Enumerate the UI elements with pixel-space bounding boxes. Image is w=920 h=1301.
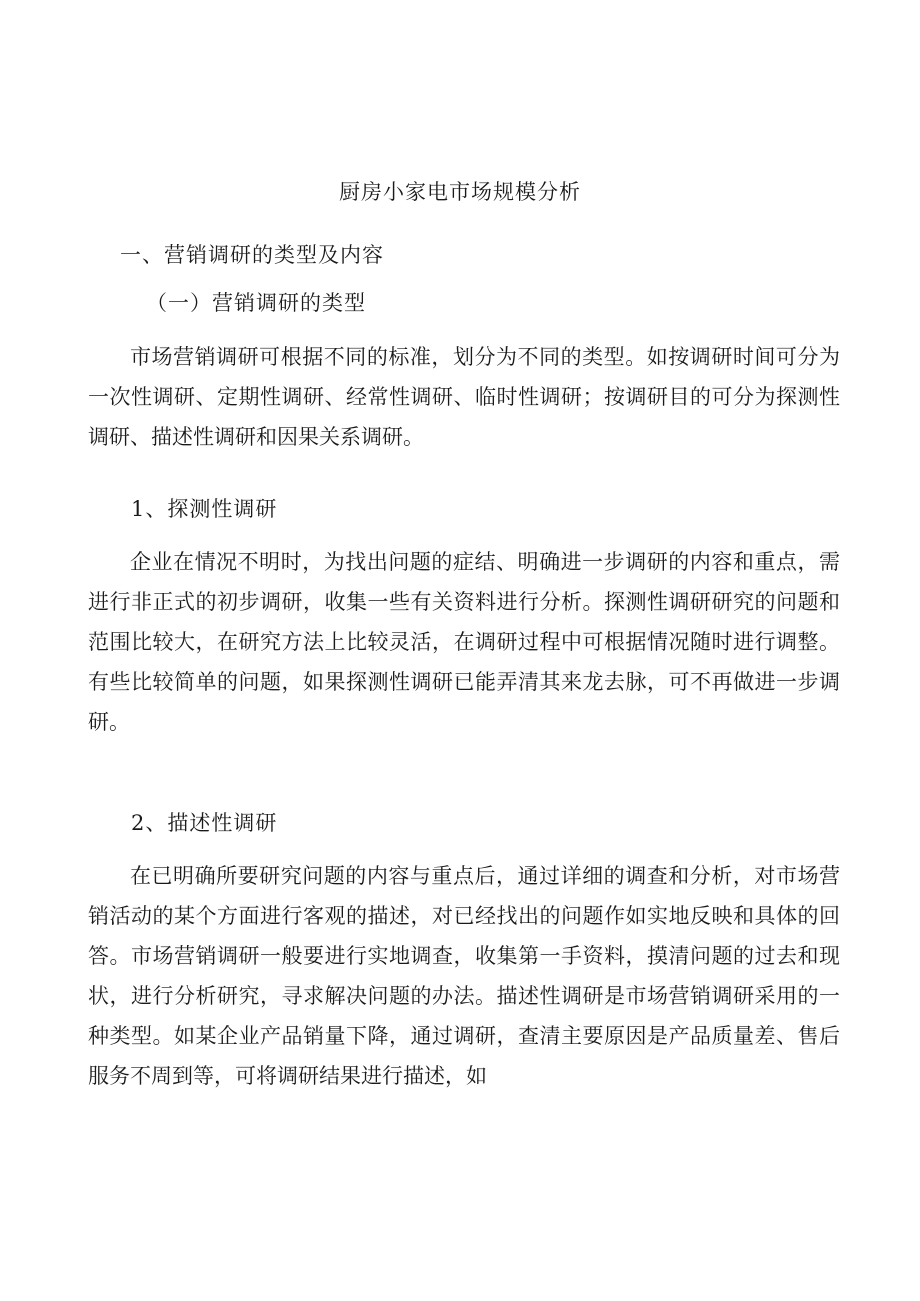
section-heading: 一、营销调研的类型及内容 xyxy=(120,243,384,267)
item1-heading: 1、探测性调研 xyxy=(131,497,278,521)
item2-paragraph: 在已明确所要研究问题的内容与重点后，通过详细的调查和分析，对市场营销活动的某个方面进行客观的描述，对已经找出的问题作如实地反映和具体的回答。市场营销调研一般要进行实地调查，收集第一手资料，摸清问题的过去和现状，进行分析研究，寻求解决问题的办法。描述性调研是市场营销调研采用的一种类型。如某企业产品销量下降，通过调研，查清主要原因是产品质量差、售后服务不周到等，可将调研结果进行描述，如 xyxy=(88,864,840,1088)
subsection-heading: （一）营销调研的类型 xyxy=(146,291,366,315)
intro-paragraph: 市场营销调研可根据不同的标准，划分为不同的类型。如按调研时间可分为一次性调研、定期性调研、经常性调研、临时性调研；按调研目的可分为探测性调研、描述性调研和因果关系调研。 xyxy=(88,345,840,449)
item2-heading: 2、描述性调研 xyxy=(131,811,278,835)
item1-paragraph: 企业在情况不明时，为找出问题的症结、明确进一步调研的内容和重点，需进行非正式的初步调研，收集一些有关资料进行分析。探测性调研研究的问题和范围比较大，在研究方法上比较灵活，在调研过程中可根据情况随时进行调整。有些比较简单的问题，如果探测性调研已能弄清其来龙去脉，可不再做进一步调研。 xyxy=(88,550,840,734)
document-title: 厨房小家电市场规模分析 xyxy=(339,180,581,204)
